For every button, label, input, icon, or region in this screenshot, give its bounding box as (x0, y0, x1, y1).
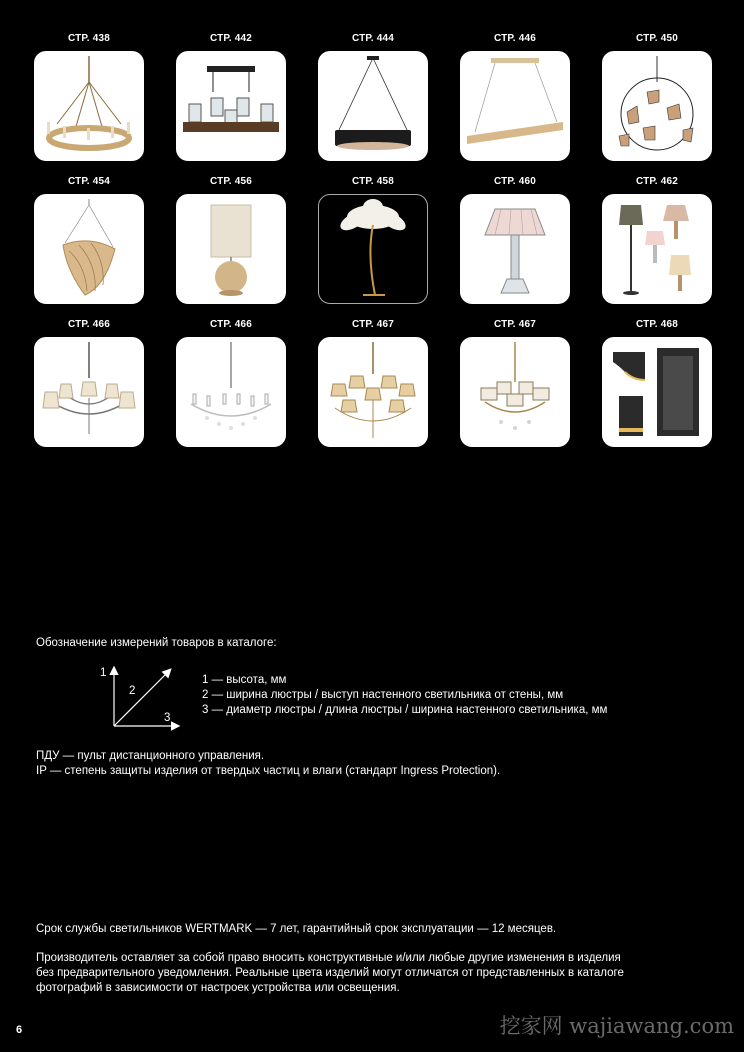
disclaimer-line: фотографий в зависимости от настроек устройства или освещения. (36, 982, 400, 994)
axis-diagram (96, 660, 186, 732)
abbreviation-ip: IP — степень защиты изделия от твердых частиц и влаги (стандарт Ingress Protection). (36, 765, 501, 777)
wicker-pendant-icon (34, 194, 144, 304)
page-ref: СТР. 454 (67, 176, 111, 187)
abbreviation-pdu: ПДУ — пульт дистанционного управления. (36, 750, 265, 762)
catalog-item[interactable] (460, 318, 570, 447)
catalog-item[interactable] (34, 175, 144, 304)
service-life-text: Срок службы светильников WERTMARK — 7 лет, гарантийный срок эксплуатации — 12 месяцев. (36, 923, 557, 935)
page-ref: СТР. 438 (67, 33, 111, 44)
classic-chandelier-icon (34, 337, 144, 447)
page-number: 6 (16, 1024, 23, 1036)
measurement-line: 1 — высота, мм (202, 674, 287, 686)
catalog-item[interactable] (460, 32, 570, 161)
watermark: 挖家网 wajiawang.com (499, 1014, 734, 1038)
bar-chandelier-icon (176, 51, 286, 161)
gold-chandelier-icon (318, 337, 428, 447)
outdoor-lights-icon (602, 337, 712, 447)
page-ref: СТР. 466 (209, 319, 253, 330)
linear-pendant-icon (460, 51, 570, 161)
catalog-item[interactable] (176, 318, 286, 447)
catalog-item[interactable] (176, 175, 286, 304)
measurement-line: 3 — диаметр люстры / длина люстры / ширина настенного светильника, мм (202, 704, 608, 716)
catalog-item[interactable] (602, 318, 712, 447)
axis-label-1: 1 (100, 667, 107, 679)
catalog-item[interactable] (318, 318, 428, 447)
table-lamp-icon (176, 194, 286, 304)
page-ref: СТР. 467 (351, 319, 395, 330)
page-ref: СТР. 458 (351, 176, 395, 187)
page-ref: СТР. 446 (493, 33, 537, 44)
sphere-chandelier-icon (602, 51, 712, 161)
disclaimer-line: без предварительного уведомления. Реальные цвета изделий могут отличатся от представленных в каталоге (36, 967, 624, 979)
catalog-item[interactable] (176, 32, 286, 161)
lamp-collection-icon (602, 194, 712, 304)
page-ref: СТР. 442 (209, 33, 253, 44)
disclaimer-line: Производитель оставляет за собой право вносить конструктивные и/или любые другие изменения в изделия (36, 952, 621, 964)
page-ref: СТР. 468 (635, 319, 679, 330)
measurements-heading: Обозначение измерений товаров в каталоге: (36, 637, 277, 649)
axis-label-3: 3 (164, 712, 171, 724)
feather-lamp-icon (318, 194, 428, 304)
catalog-item[interactable] (602, 175, 712, 304)
page-ref: СТР. 444 (351, 33, 395, 44)
catalog-item[interactable] (318, 175, 428, 304)
page-ref: СТР. 450 (635, 33, 679, 44)
catalog-item[interactable] (318, 32, 428, 161)
page-ref: СТР. 467 (493, 319, 537, 330)
page-ref: СТР. 460 (493, 176, 537, 187)
disc-pendant-icon (318, 51, 428, 161)
crystal-table-lamp-icon (460, 194, 570, 304)
catalog-item[interactable] (34, 318, 144, 447)
catalog-item[interactable] (460, 175, 570, 304)
page-ref: СТР. 456 (209, 176, 253, 187)
page-ref: СТР. 466 (67, 319, 111, 330)
ring-chandelier-icon (34, 51, 144, 161)
measurement-line: 2 — ширина люстры / выступ настенного светильника от стены, мм (202, 689, 564, 701)
page-ref: СТР. 462 (635, 176, 679, 187)
catalog-item[interactable] (34, 32, 144, 161)
crystal-chandelier-icon (176, 337, 286, 447)
catalog-item[interactable] (602, 32, 712, 161)
shade-chandelier-icon (460, 337, 570, 447)
axis-label-2: 2 (129, 685, 136, 697)
